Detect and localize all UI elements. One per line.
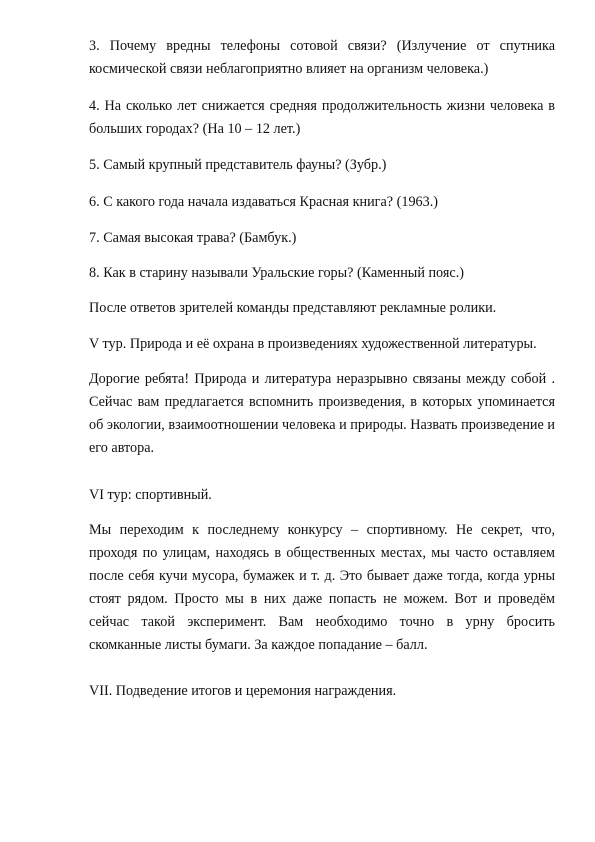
round-5-heading: V тур. Природа и её охрана в произведениях художественной литературы. [89,336,537,352]
round-6-description-paragraph: Мы переходим к последнему конкурсу – спортивному. Не секрет, что, проходя по улицам, находясь в общественных местах, мы часто оставляем после себя кучи мусора, бумажек и т. д. Это бывает даже тогда, когда урны стоят рядом. Просто мы в них даже попасть не можем. Вот и проведём сейчас такой эксперимент. Вам необходимо точно в урну бросить скомканные листы бумаги. За каждое попадание – балл. [89,522,555,653]
audience-answers-paragraph: После ответов зрителей команды представляют рекламные ролики. [89,300,497,316]
question-8-paragraph: 8. Как в старину называли Уральские горы? (Каменный пояс.) [89,265,464,281]
question-3-paragraph: 3. Почему вредны телефоны сотовой связи? (Излучение от спутника космической связи неблагоприятно влияет на организм человека.) [89,38,555,77]
question-7-paragraph: 7. Самая высокая трава? (Бамбук.) [89,230,297,246]
question-4-paragraph: 4. На сколько лет снижается средняя продолжительность жизни человека в больших городах? (На 10 – 12 лет.) [89,98,555,137]
question-5-paragraph: 5. Самый крупный представитель фауны? (Зубр.) [89,157,387,173]
round-5-description-paragraph: Дорогие ребята! Природа и литература неразрывно связаны между собой . Сейчас вам предлагается вспомнить произведения, в которых упоминается об экологии, взаимоотношении человека и природы. Назвать произведение и его автора. [89,371,555,456]
question-6-paragraph: 6. С какого года начала издаваться Красная книга? (1963.) [89,194,439,210]
round-7-heading: VII. Подведение итогов и церемония награждения. [89,683,397,699]
round-6-heading: VI тур: спортивный. [89,487,212,503]
